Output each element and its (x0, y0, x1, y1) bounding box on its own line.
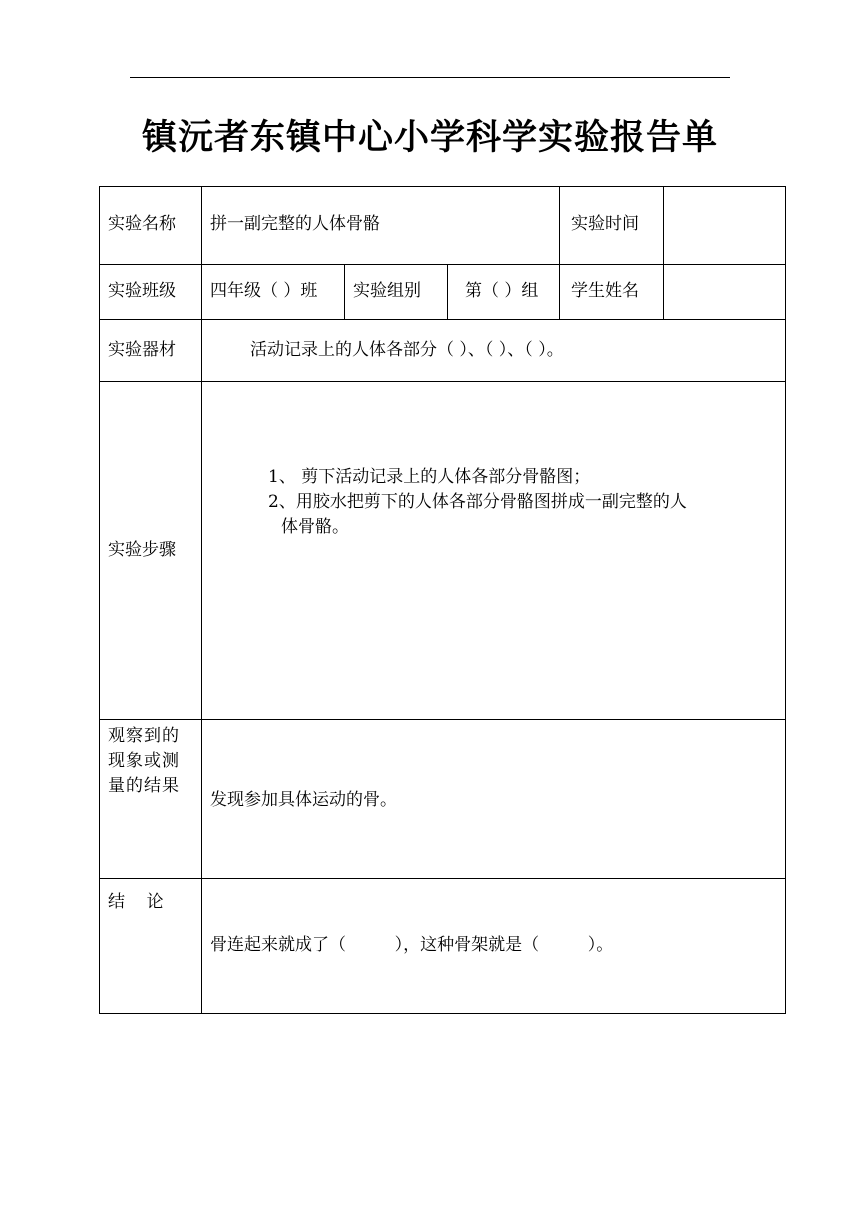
observation-label-line: 现象或测 (108, 751, 180, 771)
table-border-left (99, 186, 100, 1014)
step-item: 2、用胶水把剪下的人体各部分骨骼图拼成一副完整的人 (268, 492, 687, 512)
table-border-top (99, 186, 786, 187)
column-divider-group-value (447, 264, 448, 319)
student-name-label: 学生姓名 (571, 281, 639, 301)
materials-value: 活动记录上的人体各部分（ ）、（ ）、（ ）。 (250, 340, 564, 360)
observation-label-line: 观察到的 (108, 726, 180, 746)
experiment-time-label: 实验时间 (571, 214, 639, 234)
row-divider-1 (99, 264, 786, 265)
row-divider-3 (99, 381, 786, 382)
experiment-group-value: 第（ ）组 (465, 281, 539, 301)
column-divider-time (559, 186, 560, 319)
experiment-class-label: 实验班级 (108, 281, 176, 301)
conclusion-label: 结 论 (108, 892, 164, 912)
page-title: 镇沅者东镇中心小学科学实验报告单 (141, 118, 718, 158)
row-divider-2 (99, 319, 786, 320)
column-divider-group-label (344, 264, 345, 319)
step-item: 体骨骼。 (281, 517, 349, 537)
steps-list (268, 465, 687, 540)
table-border-right (785, 186, 786, 1014)
observation-label-line: 量的结果 (108, 776, 180, 796)
row-divider-4 (99, 719, 786, 720)
step-item: 1、 剪下活动记录上的人体各部分骨骼图； (268, 467, 591, 487)
conclusion-value: 骨连起来就成了（ ），这种骨架就是（ ）。 (210, 935, 614, 955)
steps-label: 实验步骤 (108, 540, 176, 560)
table-border-bottom (99, 1013, 786, 1014)
column-divider-time-value (663, 186, 664, 319)
experiment-class-value: 四年级（ ）班 (210, 281, 318, 301)
header-rule (130, 77, 730, 78)
experiment-group-label: 实验组别 (353, 281, 421, 301)
row-divider-5 (99, 878, 786, 879)
materials-label: 实验器材 (108, 340, 176, 360)
observation-value: 发现参加具体运动的骨。 (210, 790, 397, 810)
experiment-name-label: 实验名称 (108, 214, 176, 234)
experiment-name-value: 拼一副完整的人体骨骼 (210, 214, 380, 234)
column-divider-label (201, 186, 202, 1014)
